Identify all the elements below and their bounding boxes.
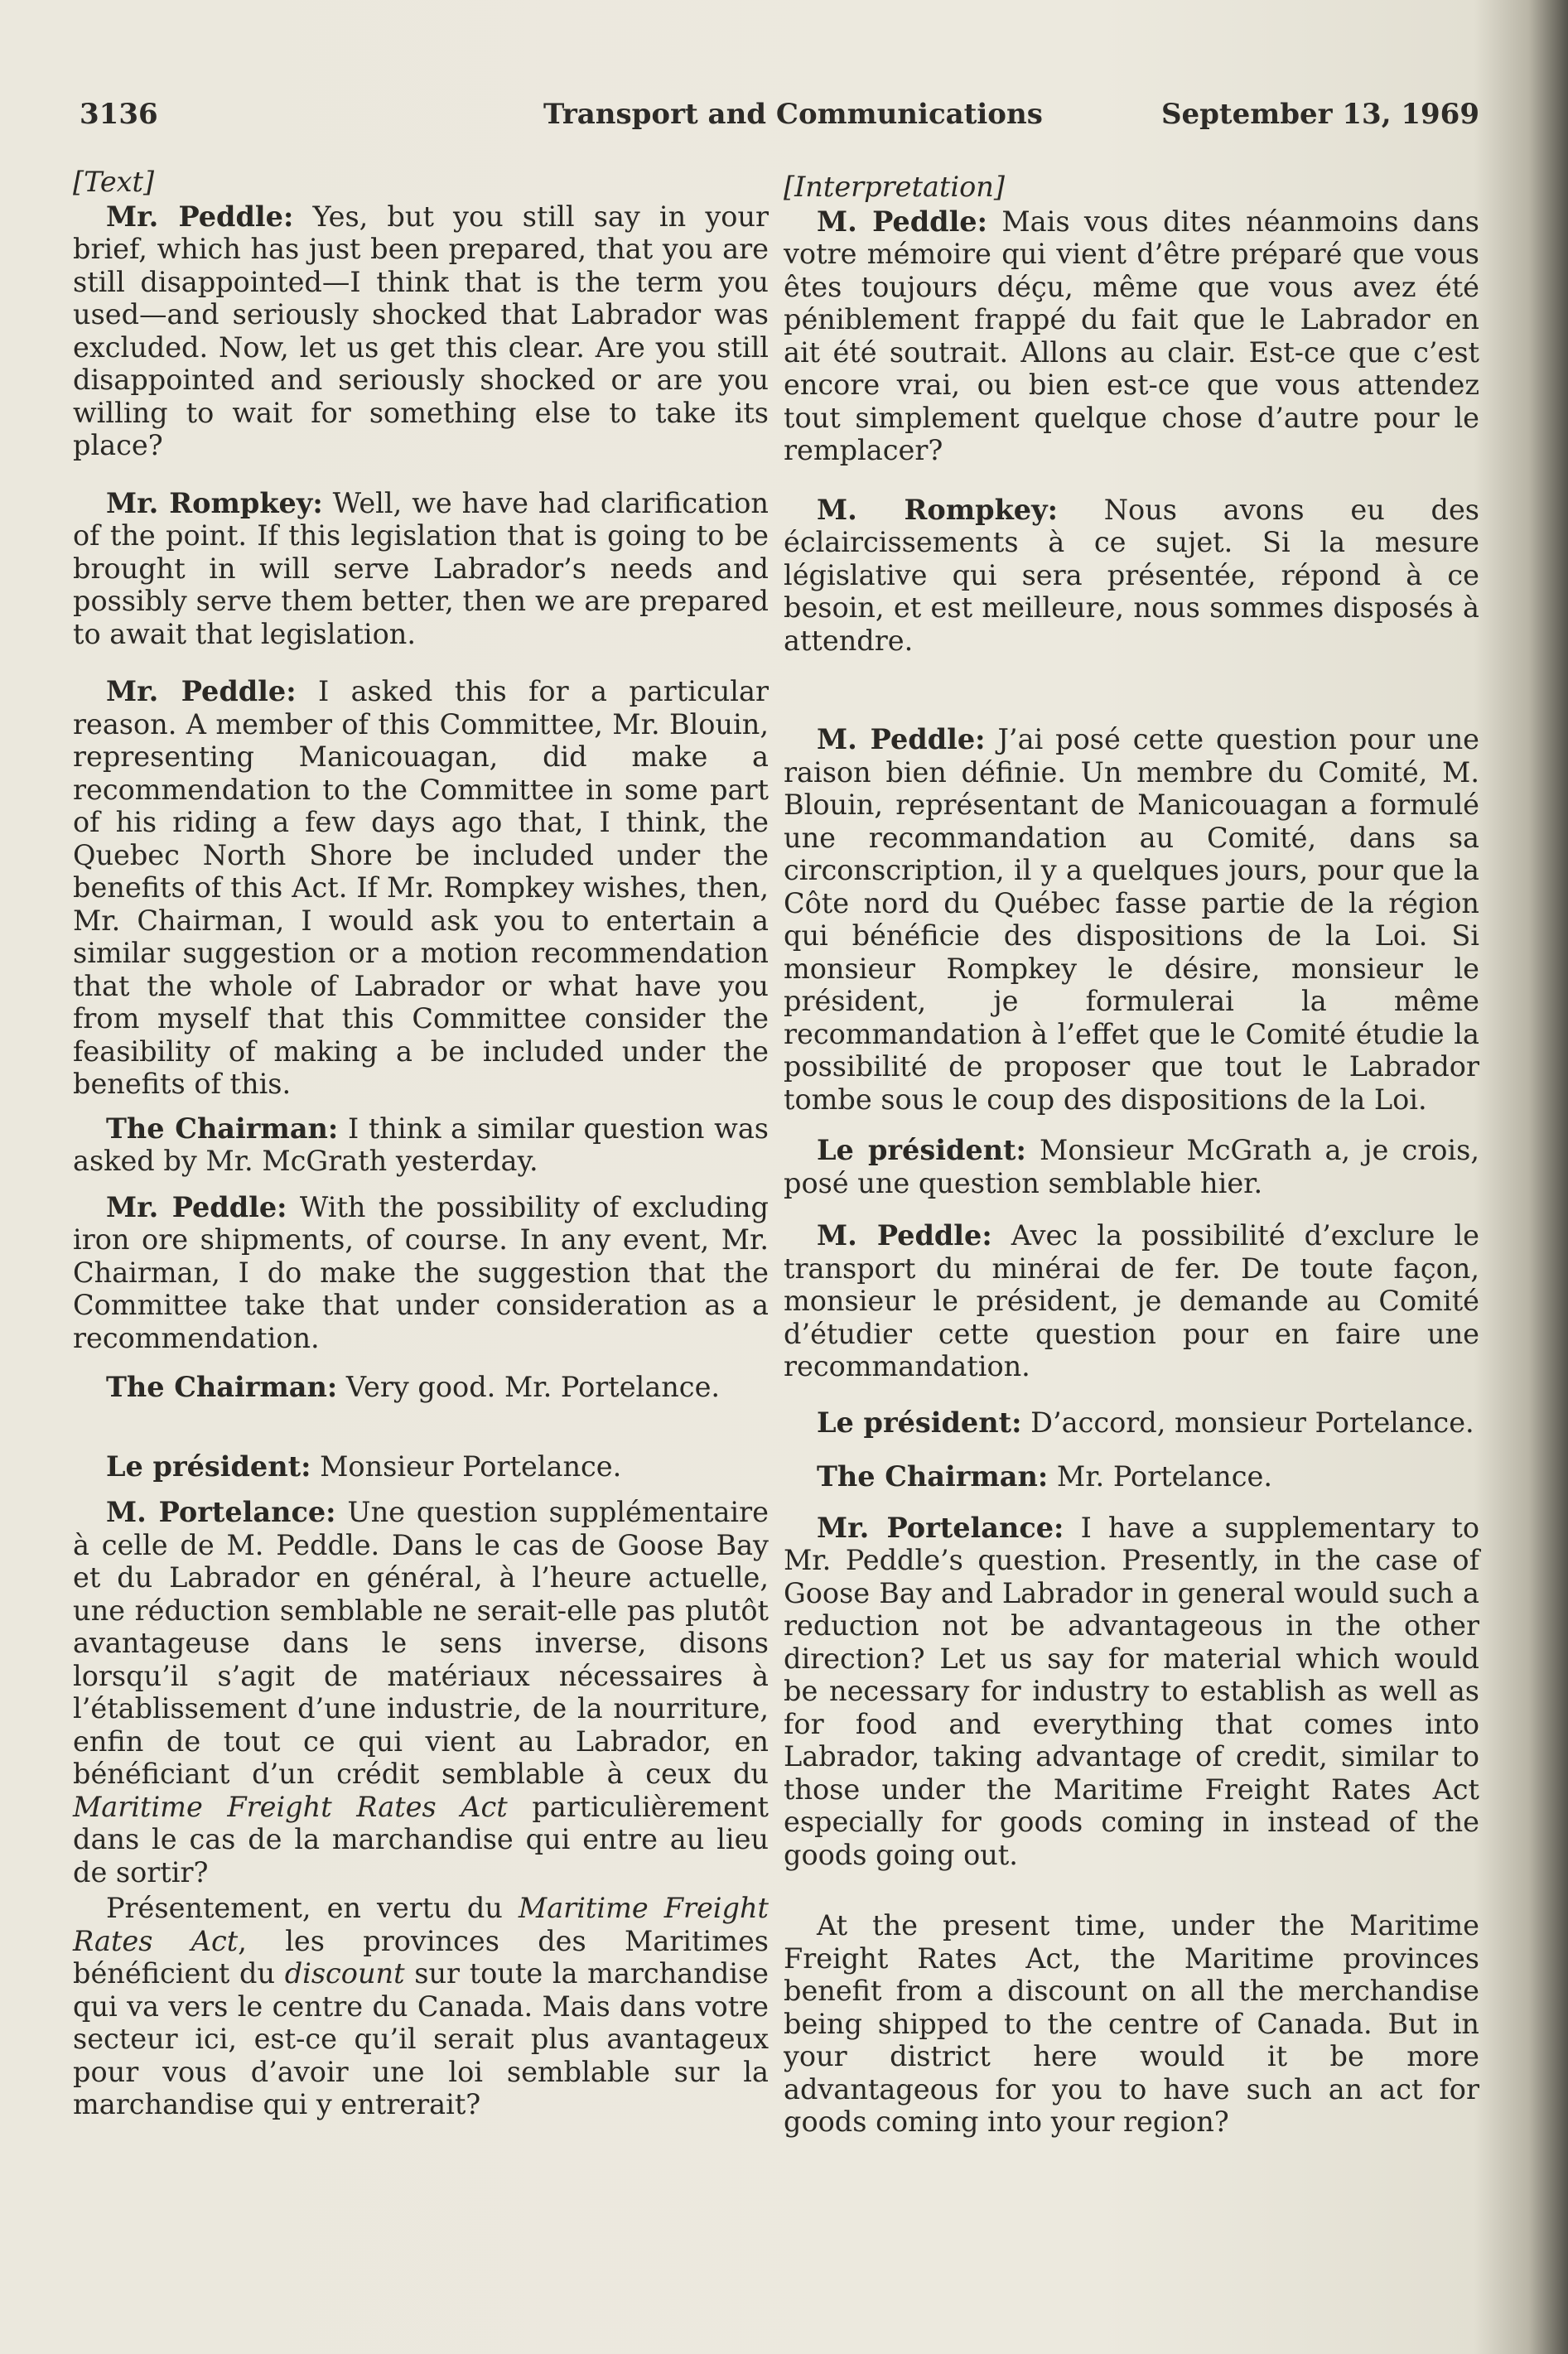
- paragraph-text: J’ai posé cette question pour une raison bien définie. Un membre du Comité, M. Blouin, représentant de Manicouagan a formulé une recommandation au Comité, dans sa circonscription, il y a quelques jours, pour que la Côte nord du Québec fasse partie de la région qui bénéficie des dispositions de la Loi. Si monsieur Rompkey le désire, monsieur le président, je formulerai la même recommandation à l’effet que le Comité étudie la possibilité de proposer que tout le Labrador tombe sous le coup des dispositions de la Loi.: [784, 723, 1479, 1116]
- speech-paragraph: [73, 675, 769, 1101]
- speaker-name: M. Peddle:: [817, 723, 986, 755]
- speaker-name: The Chairman:: [106, 1112, 339, 1145]
- speech-paragraph: [73, 1112, 769, 1178]
- speaker-name: The Chairman:: [817, 1460, 1049, 1493]
- speech-paragraph: [73, 1371, 769, 1404]
- speech-paragraph: [784, 494, 1479, 658]
- speaker-name: The Chairman:: [106, 1371, 338, 1403]
- speaker-name: Le président:: [817, 1406, 1022, 1439]
- section-label: [Interpretation]: [784, 171, 1005, 203]
- speech-paragraph: [784, 1406, 1479, 1440]
- paragraph-text: I have a supplementary to Mr. Peddle’s question. Presently, in the case of Goose Bay and Labrador in general would such a reduction not be advantageous in the other direction? Let us say for material which would be necessary for industry to establish as well as for food and everything that comes into Labrador, taking advantage of credit, similar to those under the Maritime Freight Rates Act especially for goods coming in instead of the goods going out.: [784, 1511, 1480, 1871]
- left-column-english-text: [73, 166, 769, 2121]
- speech-paragraph: [784, 723, 1479, 1116]
- speaker-name: M. Rompkey:: [817, 493, 1058, 526]
- paragraph-text: I think a similar question was asked by Mr. McGrath yesterday.: [73, 1112, 769, 1177]
- paragraph-text: D’accord, monsieur Portelance.: [1030, 1406, 1474, 1439]
- speaker-name: Mr. Peddle:: [106, 200, 294, 233]
- speech-paragraph: [73, 1450, 769, 1483]
- speaker-name: M. Peddle:: [817, 1219, 992, 1252]
- speech-paragraph: [784, 1134, 1479, 1199]
- paragraph-text: Présentement, en vertu du Maritime Freight Rates Act, les provinces des Maritimes bénéficient du discount sur toute la marchandise qui va vers le centre du Canada. Mais dans votre secteur ici, est-ce qu’il serait plus avantageux pour vous d’avoir une loi semblable sur la marchandise qui y entrerait?: [73, 1892, 769, 2120]
- running-title: Transport and Communications: [543, 98, 1043, 131]
- paragraph-text: Mr. Portelance.: [1056, 1460, 1272, 1493]
- speech-paragraph: [73, 1496, 769, 1889]
- speaker-name: Mr. Peddle:: [106, 1190, 287, 1223]
- right-column-french-interpretation: [784, 166, 1479, 2139]
- speech-paragraph: [73, 200, 769, 462]
- speaker-name: Le président:: [106, 1450, 311, 1483]
- paragraph-text: Well, we have had clarification of the point. If this legislation that is going to be brought in will serve Labrador’s needs and possibly serve them better, then we are prepared to await that legislation.: [73, 486, 769, 650]
- paragraph-text: Mais vous dites néanmoins dans votre mémoire qui vient d’être préparé que vous êtes toujours déçu, même que vous avez été péniblement frappé du fait que le Labrador en ait été soutrait. Allons au clair. Est-ce que c’est encore vrai, ou bien est-ce que vous attendez tout simplement quelque chose d’autre pour le remplacer?: [784, 205, 1479, 466]
- speaker-name: Mr. Peddle:: [106, 675, 297, 707]
- speaker-name: M. Peddle:: [817, 205, 987, 238]
- speech-paragraph: [784, 1512, 1479, 1872]
- paragraph-text: Very good. Mr. Portelance.: [345, 1371, 721, 1403]
- speaker-name: Mr. Rompkey:: [106, 486, 323, 519]
- speaker-name: Le président:: [817, 1134, 1026, 1166]
- continuation-paragraph: [73, 1892, 769, 2121]
- page-number: 3136: [80, 98, 158, 131]
- speaker-name: M. Portelance:: [106, 1496, 336, 1528]
- continuation-paragraph: [784, 1909, 1479, 2139]
- section-label: [Text]: [73, 166, 155, 198]
- page-header: [80, 98, 1479, 147]
- paragraph-text: Nous avons eu des éclaircissements à ce sujet. Si la mesure législative qui sera présentée, répond à ce besoin, et est meilleure, nous sommes disposés à attendre.: [784, 493, 1479, 657]
- speech-paragraph: [73, 1191, 769, 1355]
- paragraph-text: Monsieur Portelance.: [320, 1450, 622, 1483]
- speech-paragraph: [784, 1219, 1479, 1383]
- header-date: September 13, 1969: [1160, 98, 1479, 131]
- speaker-name: Mr. Portelance:: [817, 1511, 1064, 1544]
- speech-paragraph: [784, 1460, 1479, 1493]
- paragraph-text: Une question supplémentaire à celle de M. Peddle. Dans le cas de Goose Bay et du Labrador en général, à l’heure actuelle, une réduction semblable ne serait-elle pas plutôt avantageuse dans le sens inverse, disons lorsqu’il s’agit de matériaux nécessaires à l’établissement d’une industrie, de la nourriture, enfin de tout ce qui vient au Labrador, en bénéficiant d’un crédit semblable à ceux du Maritime Freight Rates Act particulièrement dans le cas de la marchandise qui entre au lieu de sortir?: [73, 1496, 769, 1889]
- paragraph-text: At the present time, under the Maritime Freight Rates Act, the Maritime provinces benefit from a discount on all the merchandise being shipped to the centre of Canada. But in your district here would it be more advantageous for you to have such an act for goods coming into your region?: [784, 1909, 1479, 2138]
- paragraph-text: I asked this for a particular reason. A member of this Committee, Mr. Blouin, representing Manicouagan, did make a recommendation to the Committee in some part of his riding a few days ago that, I think, the Quebec North Shore be included under the benefits of this Act. If Mr. Rompkey wishes, then, Mr. Chairman, I would ask you to entertain a similar suggestion or a motion recommendation that the whole of Labrador or what have you from myself that this Committee consider the feasibility of making a be included under the benefits of this.: [73, 675, 769, 1100]
- paragraph-text: With the possibility of excluding iron ore shipments, of course. In any event, Mr. Chairman, I do make the suggestion that the Committee take that under consideration as a recommendation.: [73, 1190, 769, 1354]
- paragraph-text: Avec la possibilité d’exclure le transport du minérai de fer. De toute façon, monsieur le président, je demande au Comité d’étudier cette question pour en faire une recommandation.: [784, 1219, 1479, 1382]
- paragraph-text: Yes, but you still say in your brief, which has just been prepared, that you are still disappointed—I think that is the term you used—and seriously shocked that Labrador was excluded. Now, let us get this clear. Are you still disappointed and seriously shocked or are you willing to wait for something else to take its place?: [73, 200, 769, 461]
- speech-paragraph: [73, 487, 769, 651]
- paragraph-text: Monsieur McGrath a, je crois, posé une question semblable hier.: [784, 1134, 1479, 1199]
- speech-paragraph: [784, 205, 1479, 467]
